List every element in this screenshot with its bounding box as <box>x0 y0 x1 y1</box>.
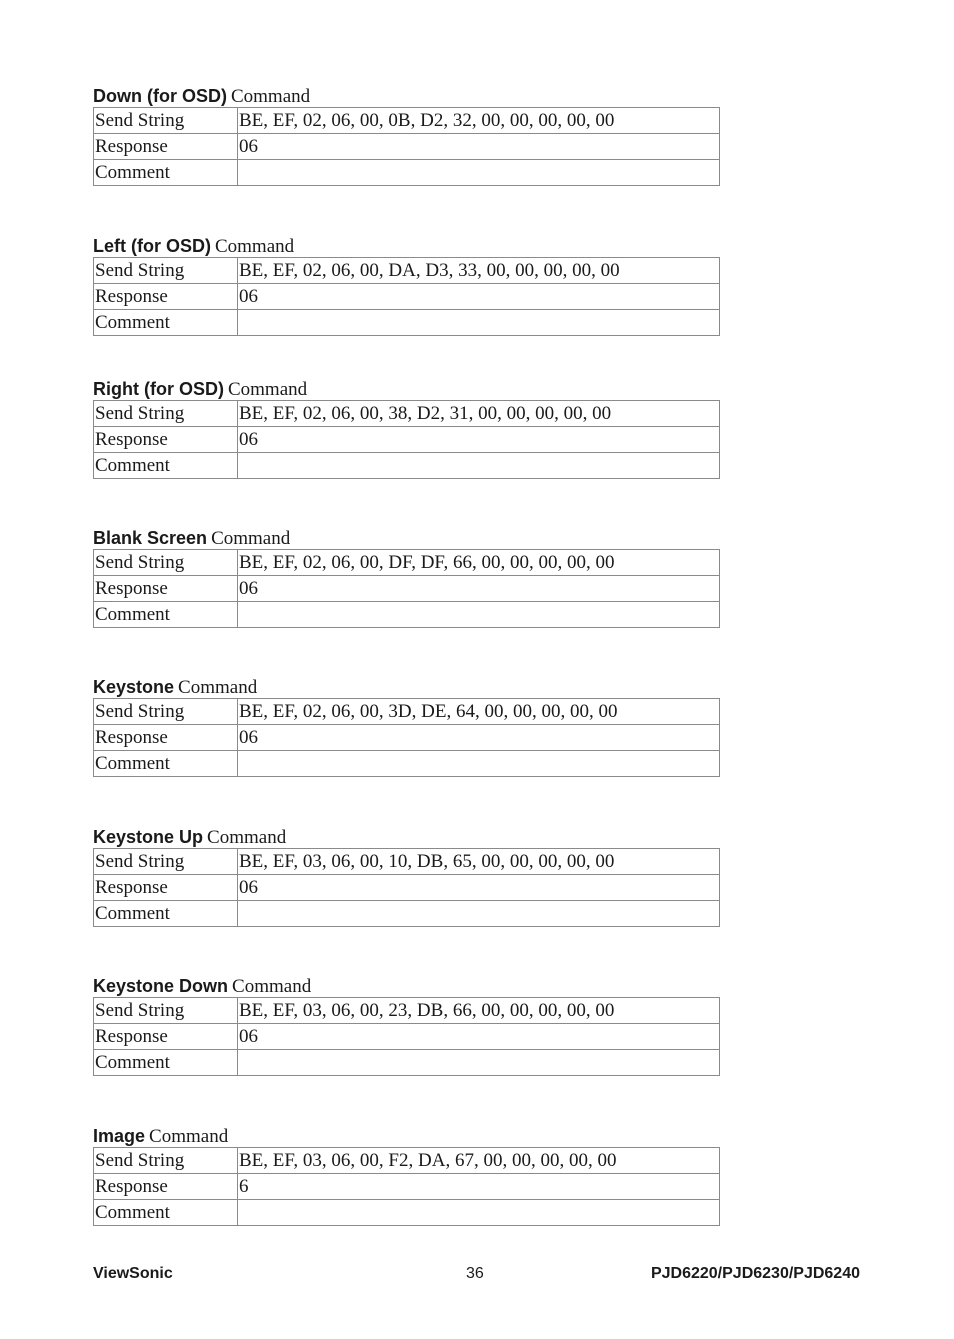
command-title <box>93 975 720 997</box>
response-value: 6 <box>238 1174 720 1200</box>
send-string-label: Send String <box>94 849 238 875</box>
command-table <box>93 549 720 628</box>
command-table <box>93 1147 720 1226</box>
command-table <box>93 848 720 927</box>
send-string-value: BE, EF, 03, 06, 00, F2, DA, 67, 00, 00, 00, 00, 00 <box>238 1148 720 1174</box>
response-label: Response <box>94 576 238 602</box>
table-row <box>94 699 720 725</box>
command-suffix: Command <box>230 86 311 107</box>
send-string-value: BE, EF, 03, 06, 00, 10, DB, 65, 00, 00, 00, 00, 00 <box>238 849 720 875</box>
response-label: Response <box>94 134 238 160</box>
send-string-value: BE, EF, 02, 06, 00, DA, D3, 33, 00, 00, 00, 00, 00 <box>238 258 720 284</box>
command-section-image <box>93 1125 720 1226</box>
footer-brand: ViewSonic <box>93 1265 173 1282</box>
command-suffix: Command <box>232 976 312 997</box>
command-section-blank-screen <box>93 527 720 628</box>
table-row <box>94 134 720 160</box>
send-string-value: BE, EF, 02, 06, 00, 3D, DE, 64, 00, 00, 00, 00, 00 <box>238 699 720 725</box>
command-suffix: Command <box>227 379 308 400</box>
command-title <box>93 826 720 848</box>
response-value: 06 <box>238 576 720 602</box>
comment-value <box>238 751 720 777</box>
table-row <box>94 1174 720 1200</box>
command-suffix: Command <box>149 1126 229 1147</box>
comment-value <box>238 310 720 336</box>
table-row <box>94 1148 720 1174</box>
response-value: 06 <box>238 875 720 901</box>
command-name: Keystone Up <box>93 827 204 847</box>
command-table <box>93 400 720 479</box>
command-name: Down (for OSD) <box>93 86 227 106</box>
command-suffix: Command <box>211 528 291 549</box>
comment-value <box>238 1050 720 1076</box>
command-section-keystone-down <box>93 975 720 1076</box>
response-value: 06 <box>238 284 720 310</box>
comment-label: Comment <box>94 160 238 186</box>
table-row <box>94 602 720 628</box>
send-string-label: Send String <box>94 401 238 427</box>
command-title <box>93 676 720 698</box>
table-row <box>94 998 720 1024</box>
response-label: Response <box>94 725 238 751</box>
command-name: Right (for OSD) <box>93 379 224 399</box>
response-value: 06 <box>238 427 720 453</box>
table-row <box>94 1050 720 1076</box>
send-string-label: Send String <box>94 108 238 134</box>
table-row <box>94 550 720 576</box>
send-string-label: Send String <box>94 258 238 284</box>
comment-label: Comment <box>94 1200 238 1226</box>
table-row <box>94 258 720 284</box>
response-label: Response <box>94 1024 238 1050</box>
command-table <box>93 257 720 336</box>
response-label: Response <box>94 427 238 453</box>
command-section-left-osd <box>93 235 720 336</box>
command-title <box>93 527 720 549</box>
footer-model: PJD6220/PJD6230/PJD6240 <box>650 1265 860 1282</box>
response-label: Response <box>94 875 238 901</box>
table-row <box>94 725 720 751</box>
command-suffix: Command <box>207 827 287 848</box>
comment-label: Comment <box>94 453 238 479</box>
response-label: Response <box>94 284 238 310</box>
table-row <box>94 427 720 453</box>
response-value: 06 <box>238 134 720 160</box>
table-row <box>94 310 720 336</box>
command-suffix: Command <box>214 236 295 257</box>
command-table <box>93 107 720 186</box>
comment-value <box>238 1200 720 1226</box>
table-row <box>94 875 720 901</box>
comment-label: Comment <box>94 310 238 336</box>
comment-label: Comment <box>94 1050 238 1076</box>
command-title <box>93 85 720 107</box>
command-table <box>93 997 720 1076</box>
table-row <box>94 576 720 602</box>
command-name: Keystone Down <box>93 976 229 996</box>
table-row <box>94 453 720 479</box>
comment-value <box>238 453 720 479</box>
response-value: 06 <box>238 725 720 751</box>
comment-label: Comment <box>94 901 238 927</box>
send-string-label: Send String <box>94 550 238 576</box>
command-title <box>93 378 720 400</box>
command-section-keystone <box>93 676 720 777</box>
command-table <box>93 698 720 777</box>
command-suffix: Command <box>178 677 258 698</box>
response-value: 06 <box>238 1024 720 1050</box>
comment-value <box>238 602 720 628</box>
table-row <box>94 849 720 875</box>
send-string-value: BE, EF, 02, 06, 00, 38, D2, 31, 00, 00, 00, 00, 00 <box>238 401 720 427</box>
send-string-label: Send String <box>94 998 238 1024</box>
command-section-down-osd <box>93 85 720 186</box>
send-string-value: BE, EF, 02, 06, 00, 0B, D2, 32, 00, 00, 00, 00, 00 <box>238 108 720 134</box>
command-name: Left (for OSD) <box>93 236 211 256</box>
table-row <box>94 160 720 186</box>
comment-label: Comment <box>94 602 238 628</box>
send-string-label: Send String <box>94 1148 238 1174</box>
table-row <box>94 1200 720 1226</box>
send-string-value: BE, EF, 03, 06, 00, 23, DB, 66, 00, 00, 00, 00, 00 <box>238 998 720 1024</box>
command-section-right-osd <box>93 378 720 479</box>
table-row <box>94 901 720 927</box>
table-row <box>94 108 720 134</box>
comment-value <box>238 901 720 927</box>
command-name: Keystone <box>93 677 175 697</box>
table-row <box>94 401 720 427</box>
command-title <box>93 235 720 257</box>
page-number: 36 <box>466 1265 484 1282</box>
table-row <box>94 284 720 310</box>
table-row <box>94 751 720 777</box>
command-section-keystone-up <box>93 826 720 927</box>
response-label: Response <box>94 1174 238 1200</box>
comment-value <box>238 160 720 186</box>
command-name: Blank Screen <box>93 528 208 548</box>
send-string-value: BE, EF, 02, 06, 00, DF, DF, 66, 00, 00, 00, 00, 00 <box>238 550 720 576</box>
command-title <box>93 1125 720 1147</box>
send-string-label: Send String <box>94 699 238 725</box>
comment-label: Comment <box>94 751 238 777</box>
command-name: Image <box>93 1126 146 1146</box>
table-row <box>94 1024 720 1050</box>
